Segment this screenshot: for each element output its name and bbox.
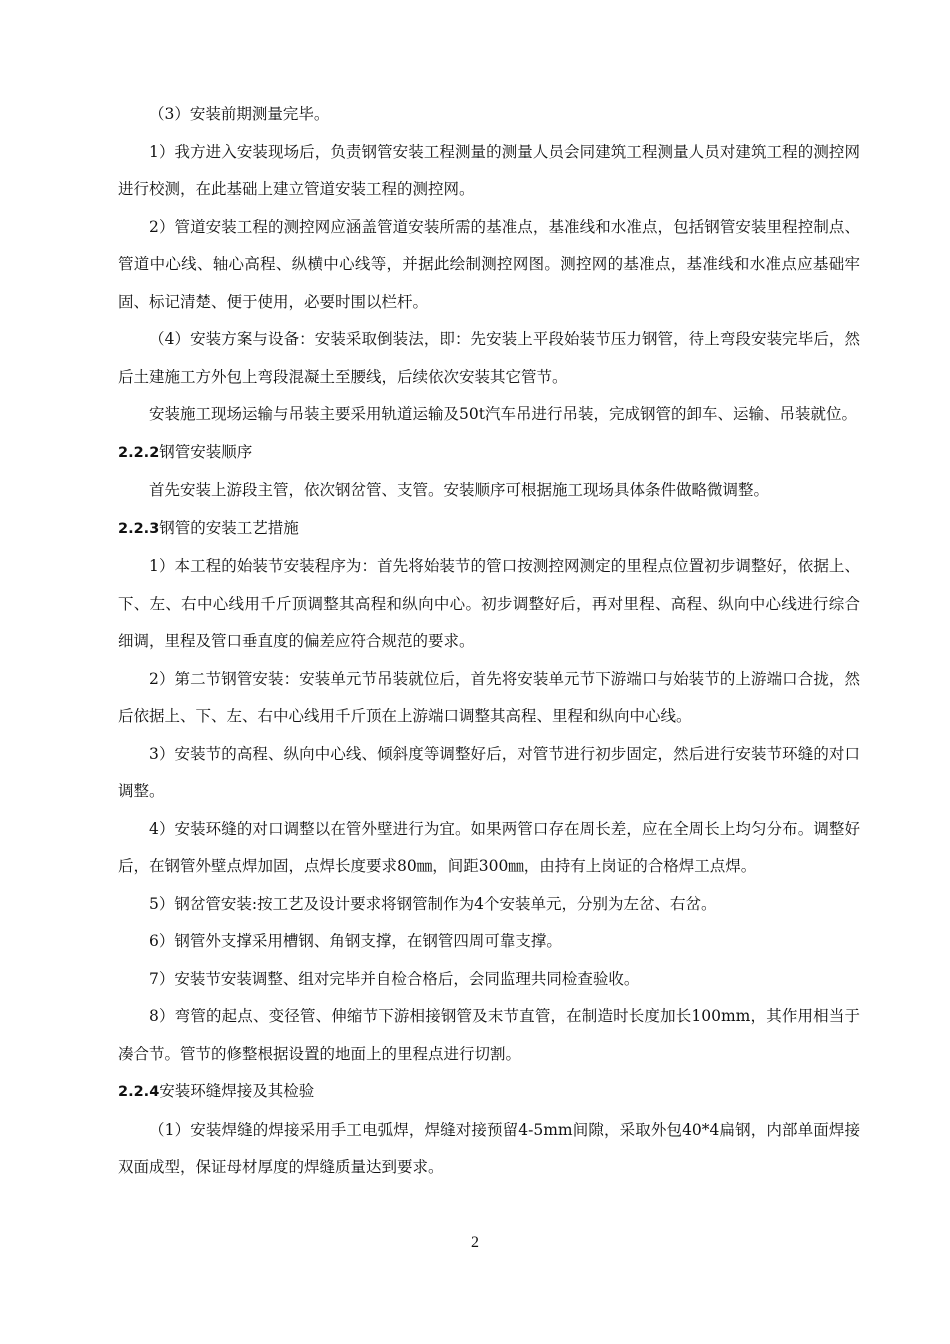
paragraph: 7）安装节安装调整、组对完毕并自检合格后，会同监理共同检查验收。: [149, 969, 640, 988]
document-body: [118, 96, 860, 1187]
section-number: 2.2.3: [118, 520, 160, 537]
page-number: 2: [471, 1234, 479, 1251]
paragraph: 8）弯管的起点、变径管、伸缩节下游相接钢管及末节直管，在制造时长度加长100mm，其作用相当于凑合节。管节的修整根据设置的地面上的里程点进行切割。: [118, 1007, 860, 1063]
paragraph: 5）钢岔管安装:按工艺及设计要求将钢管制作为4个安装单元，分别为左岔、右岔。: [149, 894, 717, 913]
paragraph: 3）安装节的高程、纵向中心线、倾斜度等调整好后，对管节进行初步固定，然后进行安装节环缝的对口调整。: [118, 744, 860, 800]
paragraph: （4）安装方案与设备：安装采取倒装法，即：先安装上平段始装节压力钢管，待上弯段安装完毕后，然后土建施工方外包上弯段混凝土至腰线，后续依次安装其它管节。: [118, 330, 860, 386]
paragraph: 2）第二节钢管安装：安装单元节吊装就位后，首先将安装单元节下游端口与始装节的上游端口合拢，然后依据上、下、左、右中心线用千斤顶在上游端口调整其高程、里程和纵向中心线。: [118, 669, 860, 725]
paragraph: （1）安装焊缝的焊接采用手工电弧焊，焊缝对接预留4-5mm间隙，采取外包40*4扁钢，内部单面焊接双面成型，保证母材厚度的焊缝质量达到要求。: [118, 1120, 860, 1176]
section-title: 安装环缝焊接及其检验: [159, 1082, 315, 1100]
paragraph: 首先安装上游段主管，依次钢岔管、支管。安装顺序可根据施工现场具体条件做略微调整。: [149, 481, 770, 499]
paragraph: 安装施工现场运输与吊装主要采用轨道运输及50t汽车吊进行吊装，完成钢管的卸车、运输、吊装就位。: [149, 405, 857, 423]
paragraph: 2）管道安装工程的测控网应涵盖管道安装所需的基准点，基准线和水准点，包括钢管安装里程控制点、管道中心线、轴心高程、纵横中心线等，并据此绘制测控网图。测控网的基准点，基准线和水准点应基础牢固、标记清楚、便于使用，必要时围以栏杆。: [118, 217, 860, 311]
paragraph: （3）安装前期测量完毕。: [149, 105, 330, 123]
section-heading: [118, 434, 860, 473]
paragraph: 1）本工程的始装节安装程序为：首先将始装节的管口按测控网测定的里程点位置初步调整好，依据上、下、左、右中心线用千斤顶调整其高程和纵向中心。初步调整好后，再对里程、高程、纵向中心线进行综合细调，里程及管口垂直度的偏差应符合规范的要求。: [118, 557, 860, 650]
section-number: 2.2.2: [118, 444, 160, 461]
section-title: 钢管安装顺序: [159, 442, 253, 461]
section-title: 钢管的安装工艺措施: [159, 518, 299, 537]
paragraph: 6）钢管外支撑采用槽钢、角钢支撑，在钢管四周可靠支撑。: [149, 932, 562, 950]
paragraph: 4）安装环缝的对口调整以在管外壁进行为宜。如果两管口存在周长差，应在全周长上均匀分布。调整好后，在钢管外壁点焊加固，点焊长度要求80㎜，间距300㎜，由持有上岗证的合格焊工点焊。: [118, 819, 860, 875]
section-heading: [118, 1073, 860, 1112]
paragraph: 1）我方进入安装现场后，负责钢管安装工程测量的测量人员会同建筑工程测量人员对建筑工程的测控网进行校测，在此基础上建立管道安装工程的测控网。: [118, 142, 860, 198]
section-number: 2.2.4: [118, 1084, 160, 1100]
section-heading: [118, 510, 860, 549]
